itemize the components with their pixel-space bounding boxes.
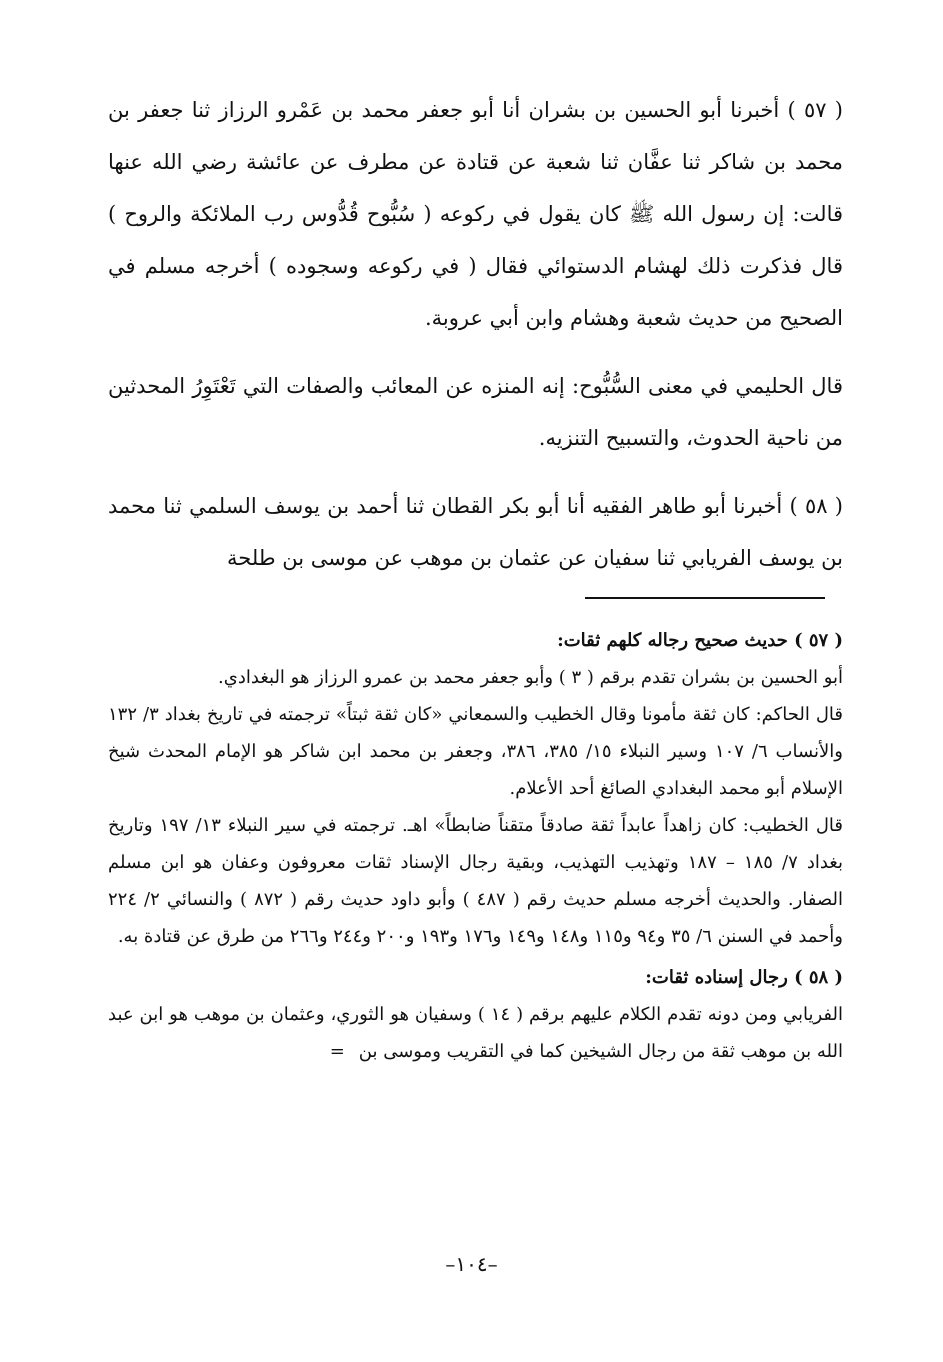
footnote-separator xyxy=(585,597,825,599)
hadith-57-paragraph: ( ٥٧ ) أخبرنا أبو الحسين بن بشران أنا أبو جعفر محمد بن عَمْرو الرزاز ثنا جعفر بن محمد بن شاكر ثنا عفَّان ثنا شعبة عن قتادة عن مطرف عن عائشة رضي الله عنها قالت: إن رسول الله ﷺ كان يقول في ركوعه ( سُبُّوح قُدُّوس رب الملائكة والروح ) قال فذكرت ذلك لهشام الدستوائي فقال ( في ركوعه وسجوده ) أخرجه مسلم في الصحيح من حديث شعبة وهشام وابن أبي عروبة. xyxy=(108,98,844,330)
continuation-mark: = xyxy=(329,1041,345,1062)
footnote-57-line: قال الخطيب: كان زاهداً عابداً ثقة صادقاً متقناً ضابطاً» اهـ. ترجمته في سير النبلاء ١٣/ ١٩٧ وتاريخ بغداد ٧/ ١٨٥ – ١٨٧ وتهذيب التهذيب، وبقية رجال الإسناد ثقات معروفون وعفان هو ابن مسلم الصفار. والحديث أخرجه مسلم حديث رقم ( ٤٨٧ ) وأبو داود حديث رقم ( ٨٧٢ ) والنسائي ٢/ ٢٢٤ وأحمد في السنن ٦/ ٣٥ و٩٤ و١١٥ و١٤٨ و١٤٩ و١٧٦ و١٩٣ و٢٠٠ و٢٤٤ و٢٦٦ من طرق عن قتادة به. xyxy=(108,815,844,947)
footnote-58-body: الفريابي ومن دونه تقدم الكلام عليهم برقم ( ١٤ ) وسفيان هو الثوري، وعثمان بن موهب هو ابن عبد الله بن موهب ثقة من رجال الشيخين كما في التقريب وموسى بن xyxy=(108,1004,843,1062)
page-number: –١٠٤– xyxy=(445,1252,498,1276)
footnote-57-heading: ( ٥٧ ) حديث صحيح رجاله كلهم ثقات: xyxy=(557,630,843,651)
footnote-57-line: أبو الحسين بن بشران تقدم برقم ( ٣ ) وأبو جعفر محمد بن عمرو الرزاز هو البغدادي. xyxy=(218,667,843,688)
main-text xyxy=(108,84,843,584)
footnote-58-heading: ( ٥٨ ) رجال إسناده ثقات: xyxy=(645,967,843,988)
footnote-57-line: قال الحاكم: كان ثقة مأمونا وقال الخطيب والسمعاني «كان ثقة ثبتاً» ترجمته في تاريخ بغداد ٣/ ١٣٢ والأنساب ٦/ ١٠٧ وسير النبلاء ١٥/ ٣٨٥، ٣٨٦، وجعفر بن محمد ابن شاكر هو الإمام المحدث شيخ الإسلام أبو محمد البغدادي الصائغ أحد الأعلام. xyxy=(108,704,844,799)
footnotes xyxy=(108,622,843,1070)
hadith-58-paragraph: ( ٥٨ ) أخبرنا أبو طاهر الفقيه أنا أبو بكر القطان ثنا أحمد بن يوسف السلمي ثنا محمد بن يوسف الفريابي ثنا سفيان عن عثمان بن موهب عن موسى بن طلحة xyxy=(108,494,843,570)
halimi-commentary-paragraph: قال الحليمي في معنى السُّبُّوح: إنه المنزه عن المعائب والصفات التي تَعْتَوِرُ المحدثين من ناحية الحدوث، والتسبيح التنزيه. xyxy=(108,374,843,450)
footnote-58-text xyxy=(108,996,843,1070)
